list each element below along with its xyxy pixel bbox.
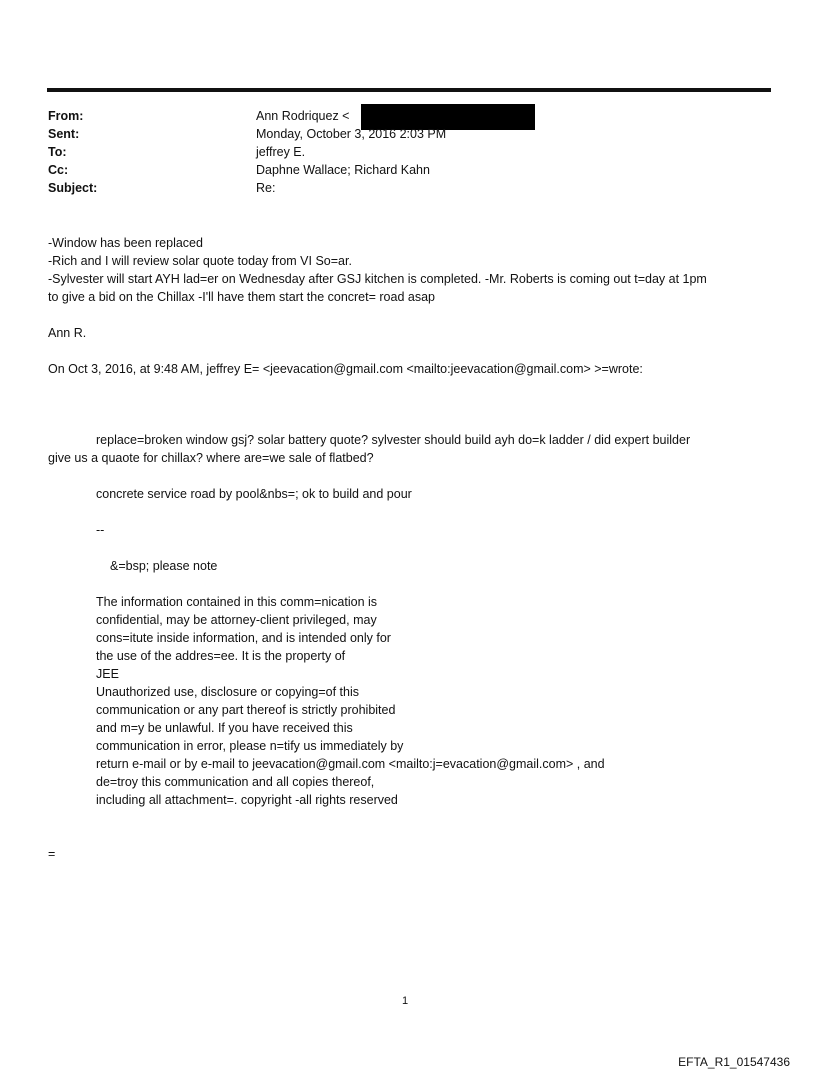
from-value: Ann Rodriquez < <box>256 109 350 123</box>
page-number: 1 <box>402 995 409 1007</box>
disclaimer-line: and m=y be unlawful. If you have received this <box>96 721 353 735</box>
header-rule <box>47 88 771 92</box>
body-line: to give a bid on the Chillax -I'll have them start the concret= road asap <box>48 290 435 304</box>
disclaimer-line: JEE <box>96 667 119 681</box>
signature: Ann R. <box>48 326 87 340</box>
disclaimer-line: The information contained in this comm=nication is <box>96 595 378 609</box>
sent-value: Monday, October 3, 2016 2:03 PM <box>256 127 447 141</box>
body-line: -Rich and I will review solar quote today from VI So=ar. <box>48 254 352 268</box>
to-label: To: <box>48 145 67 159</box>
to-value: jeffrey E. <box>256 145 306 159</box>
disclaimer-line: communication or any part thereof is strictly prohibited <box>96 703 396 717</box>
quoted-line: -- <box>96 523 105 537</box>
cc-value: Daphne Wallace; Richard Kahn <box>256 163 430 177</box>
disclaimer-line: the use of the addres=ee. It is the property of <box>96 649 346 663</box>
quote-intro: On Oct 3, 2016, at 9:48 AM, jeffrey E= <jeevacation@gmail.com <mailto:jeevacation@gmail.com> >=wrote: <box>48 362 643 376</box>
disclaimer-line: confidential, may be attorney-client privileged, may <box>96 613 377 627</box>
quoted-line: &=bsp; please note <box>110 559 218 573</box>
from-label: From: <box>48 109 84 123</box>
disclaimer-line: de=troy this communication and all copies thereof, <box>96 775 375 789</box>
disclaimer-line: return e-mail or by e-mail to jeevacation@gmail.com <mailto:j=evacation@gmail.com> , and <box>96 757 605 771</box>
body-line: -Window has been replaced <box>48 236 203 250</box>
disclaimer-line: Unauthorized use, disclosure or copying=of this <box>96 685 359 699</box>
quoted-line: give us a quaote for chillax? where are=we sale of flatbed? <box>48 451 374 465</box>
sent-label: Sent: <box>48 127 80 141</box>
cc-label: Cc: <box>48 163 69 177</box>
document-id: EFTA_R1_01547436 <box>678 1055 790 1069</box>
disclaimer-line: including all attachment=. copyright -all rights reserved <box>96 793 398 807</box>
subject-label: Subject: <box>48 181 98 195</box>
disclaimer-line: cons=itute inside information, and is intended only for <box>96 631 391 645</box>
body-line: -Sylvester will start AYH lad=er on Wednesday after GSJ kitchen is completed. -Mr. Roberts is coming out t=day at 1pm <box>48 272 707 286</box>
quoted-line: concrete service road by pool&nbs=; ok to build and pour <box>96 487 412 501</box>
trailing-mark: = <box>48 847 56 861</box>
subject-value: Re: <box>256 181 276 195</box>
quoted-line: replace=broken window gsj? solar battery quote? sylvester should build ayh do=k ladder / did expert builder <box>96 433 691 447</box>
disclaimer-line: communication in error, please n=tify us immediately by <box>96 739 404 753</box>
